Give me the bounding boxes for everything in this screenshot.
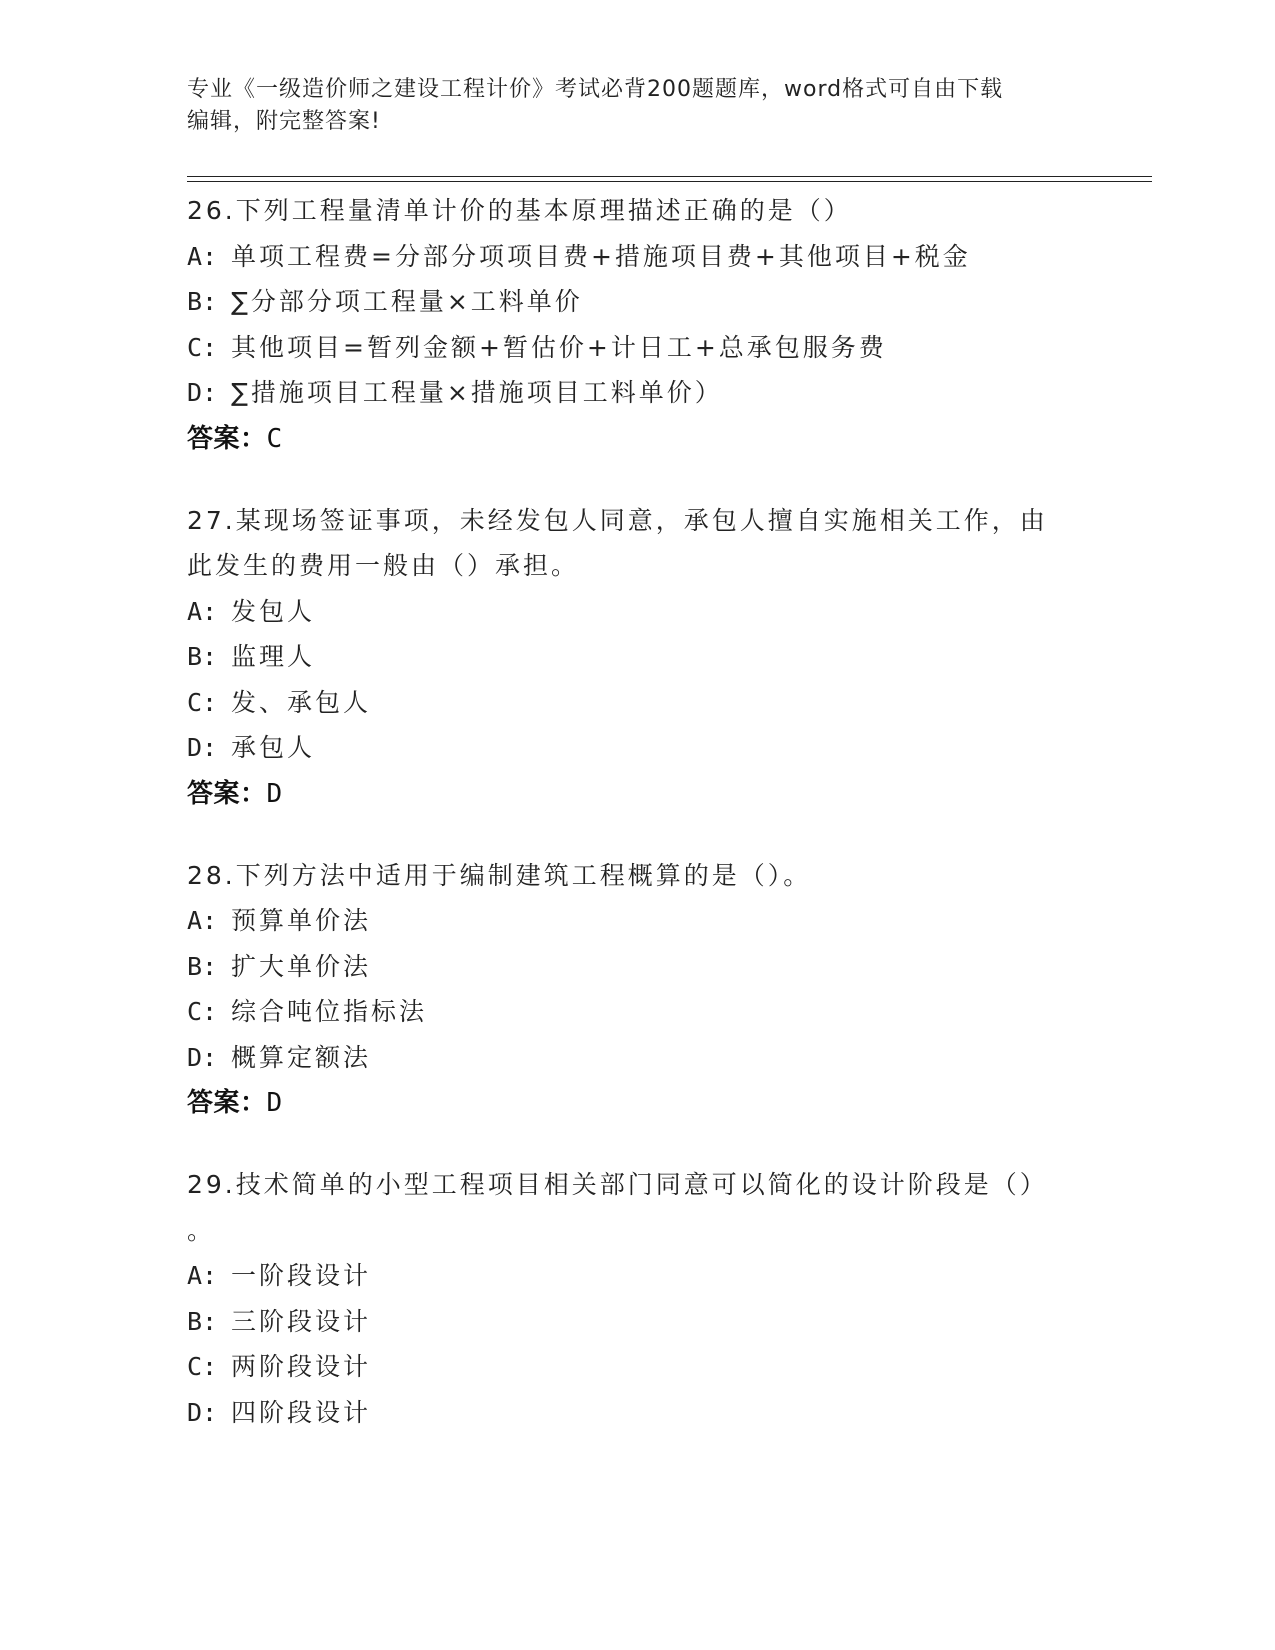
header-line-1: 专业《一级造价师之建设工程计价》考试必背200题题库，word格式可自由下载 (187, 77, 1004, 102)
answer-label: 答案： (187, 423, 267, 454)
option-c (187, 680, 1087, 726)
option-text: 综合吨位指标法 (231, 997, 428, 1026)
option-key: A: (187, 596, 218, 626)
question-text: 26.下列工程量清单计价的基本原理描述正确的是（） (187, 196, 852, 225)
answer-line (187, 771, 1087, 817)
option-text: 三阶段设计 (231, 1306, 372, 1336)
question-text: 27.某现场签证事项，未经发包人同意，承包人擅自实施相关工作，由 (187, 505, 1048, 535)
option-text: 概算定额法 (231, 1042, 372, 1072)
option-key: C: (187, 997, 218, 1026)
question-text-continued: 此发生的费用一般由（）承担。 (187, 551, 580, 580)
option-text: 一阶段设计 (231, 1261, 372, 1290)
option-key: C: (187, 687, 218, 717)
header-divider-bottom (187, 181, 1152, 182)
option-key: D: (187, 733, 218, 762)
option-b (187, 634, 1087, 680)
answer-value: D (266, 1088, 283, 1118)
answer-line (187, 1080, 1087, 1126)
option-key: D: (187, 378, 218, 407)
header-line-2: 编辑，附完整答案! (187, 109, 381, 134)
option-text: 发包人 (231, 596, 316, 626)
page-header (187, 74, 1067, 138)
option-b (187, 1299, 1087, 1345)
answer-label: 答案： (187, 778, 267, 809)
option-c (187, 989, 1087, 1035)
option-a (187, 589, 1087, 635)
option-key: A: (187, 241, 218, 271)
option-key: D: (187, 1042, 218, 1072)
option-text: 发、承包人 (231, 687, 372, 717)
question-text: 29.技术简单的小型工程项目相关部门同意可以简化的设计阶段是（） (187, 1170, 1048, 1199)
option-d (187, 370, 1087, 416)
option-key: D: (187, 1397, 218, 1427)
option-text: 单项工程费=分部分项项目费+措施项目费+其他项目+税金 (231, 241, 971, 271)
option-key: B: (187, 951, 218, 981)
option-text: ∑措施项目工程量×措施项目工料单价） (231, 378, 723, 407)
question-26 (187, 188, 1087, 462)
question-text-continued: 。 (187, 1215, 216, 1245)
question-text: 28.下列方法中适用于编制建筑工程概算的是（）。 (187, 860, 812, 890)
option-a (187, 1253, 1087, 1299)
option-text: 预算单价法 (231, 906, 372, 935)
option-key: B: (187, 642, 218, 671)
option-a (187, 234, 1087, 280)
option-a (187, 898, 1087, 944)
option-key: B: (187, 287, 218, 316)
question-list (187, 188, 1087, 1471)
option-key: A: (187, 906, 218, 935)
option-b (187, 279, 1087, 325)
answer-line (187, 416, 1087, 462)
answer-value: C (266, 423, 283, 454)
question-28 (187, 853, 1087, 1127)
option-text: 其他项目=暂列金额+暂估价+计日工+总承包服务费 (231, 332, 887, 362)
option-key: C: (187, 1352, 218, 1381)
option-key: C: (187, 332, 218, 362)
header-divider-top (187, 176, 1152, 177)
option-d (187, 1390, 1087, 1436)
option-text: 两阶段设计 (231, 1352, 372, 1381)
question-27 (187, 498, 1087, 817)
option-d (187, 725, 1087, 771)
option-text: 承包人 (231, 733, 316, 762)
answer-label: 答案： (187, 1088, 267, 1118)
option-text: ∑分部分项工程量×工料单价 (231, 287, 583, 316)
question-29 (187, 1162, 1087, 1435)
option-c (187, 1344, 1087, 1390)
answer-value: D (266, 778, 283, 809)
option-text: 监理人 (231, 642, 316, 671)
option-key: B: (187, 1306, 218, 1336)
option-key: A: (187, 1261, 218, 1290)
option-d (187, 1035, 1087, 1081)
option-text: 四阶段设计 (231, 1397, 372, 1427)
option-c (187, 325, 1087, 371)
option-b (187, 944, 1087, 990)
option-text: 扩大单价法 (231, 951, 372, 981)
